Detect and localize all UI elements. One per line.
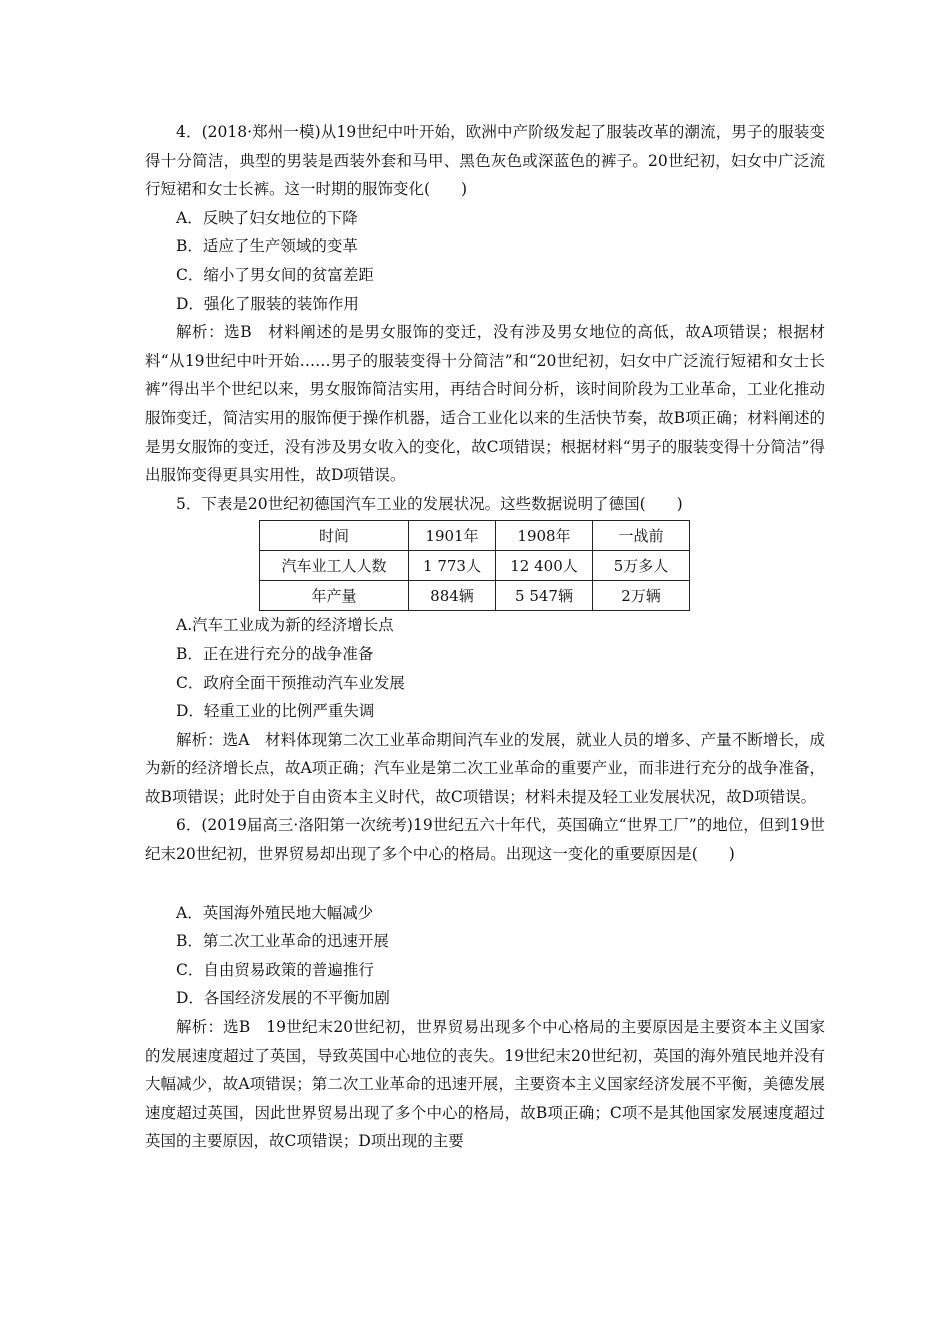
table-cell: 1 773人 [409, 551, 496, 581]
table-cell: 汽车业工人人数 [260, 551, 409, 581]
q6-analysis: 解析：选B 19世纪末20世纪初，世界贸易出现多个中心格局的主要原因是主要资本主义国家的发展速度超过了英国，导致英国中心地位的丧失。19世纪末20世纪初，英国的海外殖民地并没有大幅减少，故A项错误；第二次工业革命的迅速开展，主要资本主义国家经济发展不平衡，美德发展速度超过英国，因此世界贸易出现了多个中心的格局，故B项正确；C项不是其他国家发展速度超过英国的主要原因，故C项错误；D项出现的主要 [145, 1018, 825, 1151]
q4-option-a: A．反映了妇女地位的下降 [176, 208, 358, 227]
table-cell: 5 547辆 [496, 581, 593, 611]
q5-analysis: 解析：选A 材料体现第二次工业革命期间汽车业的发展，就业人员的增多、产量不断增长，成为新的经济增长点，故A项正确；汽车业是第二次工业革命的重要产业，而非进行充分的战争准备，故B项错误；此时处于自由资本主义时代，故C项错误；材料未提及轻工业发展状况，故D项错误。 [145, 730, 825, 806]
table-cell: 884辆 [409, 581, 496, 611]
table-header-cell: 1901年 [409, 521, 496, 551]
table-header-cell: 1908年 [496, 521, 593, 551]
q4-stem: 4．(2018·郑州一模)从19世纪中叶开始，欧洲中产阶级发起了服装改革的潮流，男子的服装变得十分简洁，典型的男装是西装外套和马甲、黑色灰色或深蓝色的裤子。20世纪初，妇女中广泛流行短裙和女士长裤。这一时期的服饰变化( ) [145, 123, 825, 199]
table-cell: 2万辆 [593, 581, 690, 611]
q5-option-d: D．轻重工业的比例严重失调 [176, 702, 375, 721]
q5-data-table [259, 520, 690, 611]
q5-option-b: B．正在进行充分的战争准备 [176, 644, 374, 663]
table-cell: 年产量 [260, 581, 409, 611]
table-cell: 5万多人 [593, 551, 690, 581]
q4-option-c: C．缩小了男女间的贫富差距 [176, 265, 374, 284]
document-page [145, 118, 825, 1156]
q4-option-d: D．强化了服装的装饰作用 [176, 294, 359, 313]
table-row [260, 551, 690, 581]
q4-analysis: 解析：选B 材料阐述的是男女服饰的变迁，没有涉及男女地位的高低，故A项错误；根据材料“从19世纪中叶开始……男子的服装变得十分简洁”和“20世纪初，妇女中广泛流行短裙和女士长裤”得出半个世纪以来，男女服饰简洁实用，再结合时间分析，该时间阶段为工业革命，工业化推动服饰变迁，简洁实用的服饰便于操作机器，适合工业化以来的生活快节奏，故B项正确；材料阐述的是男女服饰的变迁，没有涉及男女收入的变化，故C项错误；根据材料“男子的服装变得十分简洁”得出服饰变得更具实用性，故D项错误。 [145, 323, 825, 485]
q6-option-b: B．第二次工业革命的迅速开展 [176, 932, 389, 951]
table-cell: 12 400人 [496, 551, 593, 581]
q6-option-d: D．各国经济发展的不平衡加剧 [176, 989, 390, 1008]
q6-option-c: C．自由贸易政策的普遍推行 [176, 960, 374, 979]
q5-option-c: C．政府全面干预推动汽车业发展 [176, 673, 405, 692]
q5-stem: 5．下表是20世纪初德国汽车工业的发展状况。这些数据说明了德国( ) [176, 494, 683, 513]
q4-option-b: B．适应了生产领域的变革 [176, 237, 358, 256]
table-header-cell: 时间 [260, 521, 409, 551]
q6-stem: 6．(2019届高三·洛阳第一次统考)19世纪五六十年代，英国确立“世界工厂”的地位，但到19世纪末20世纪初，世界贸易却出现了多个中心的格局。出现这一变化的重要原因是( ) [145, 816, 825, 864]
table-header-row [260, 521, 690, 551]
q6-option-a: A．英国海外殖民地大幅减少 [176, 903, 374, 922]
spacer [145, 869, 825, 899]
table-header-cell: 一战前 [593, 521, 690, 551]
table-row [260, 581, 690, 611]
q5-option-a: A.汽车工业成为新的经济增长点 [176, 616, 394, 635]
